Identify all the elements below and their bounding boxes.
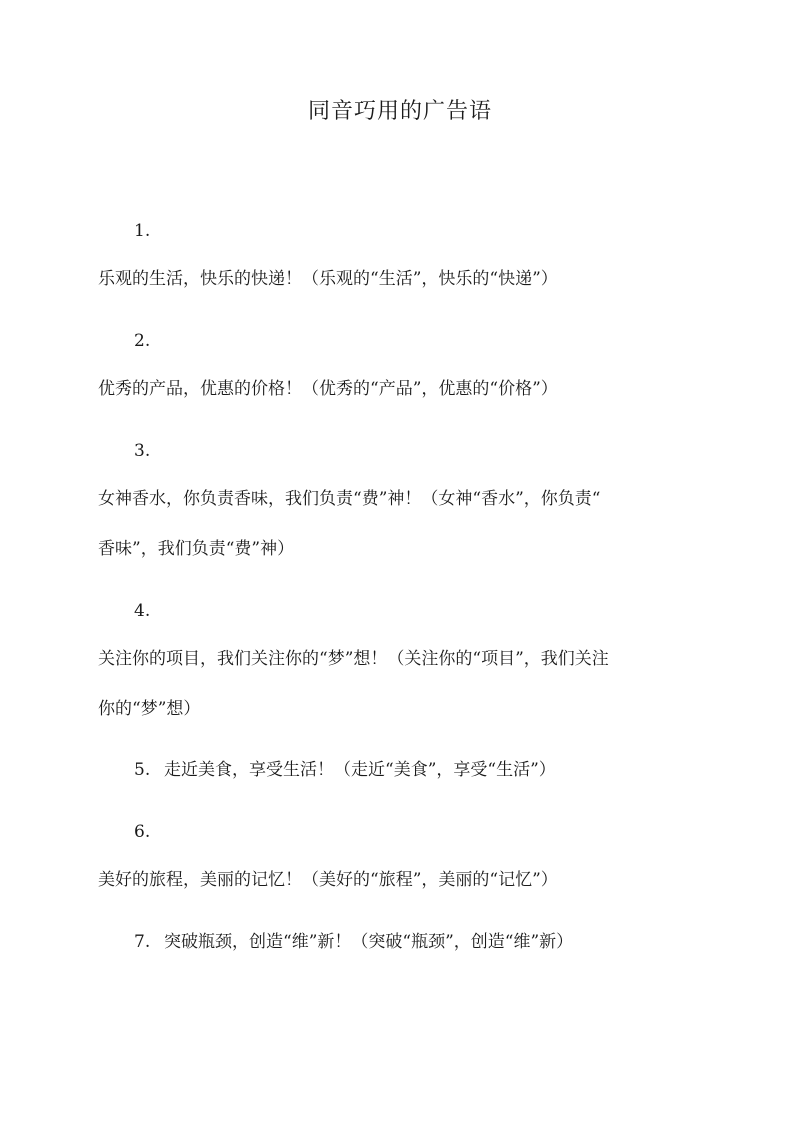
item-2-number: 2. [134, 331, 151, 351]
item-6-text: 美好的旅程，美丽的记忆！（美好的“旅程”，美丽的“记忆”） [98, 870, 558, 890]
item-3-text-line-2: 香味”，我们负责“费”神） [98, 539, 295, 559]
page-title: 同音巧用的广告语 [307, 99, 492, 124]
item-2-text: 优秀的产品，优惠的价格！（优秀的“产品”，优惠的“价格”） [98, 379, 558, 399]
item-5-text: 走近美食，享受生活！（走近“美食”，享受“生活”） [164, 760, 556, 780]
item-3-number: 3. [134, 441, 151, 461]
item-1-text: 乐观的生活，快乐的快递！（乐观的“生活”，快乐的“快递”） [98, 269, 558, 289]
item-3-text-line-1: 女神香水，你负责香味，我们负责“费”神！（女神“香水”，你负责“ [98, 489, 601, 509]
item-1-number: 1. [134, 221, 151, 241]
item-7-number: 7. [134, 932, 151, 952]
item-7-text: 突破瓶颈，创造“维”新！（突破“瓶颈”，创造“维”新） [164, 932, 574, 952]
item-5-number: 5. [134, 760, 151, 780]
item-4-text-line-2: 你的“梦”想） [98, 699, 201, 719]
item-4-number: 4. [134, 601, 151, 621]
item-4-text-line-1: 关注你的项目，我们关注你的“梦”想！（关注你的“项目”，我们关注 [98, 649, 609, 669]
item-6-number: 6. [134, 822, 151, 842]
